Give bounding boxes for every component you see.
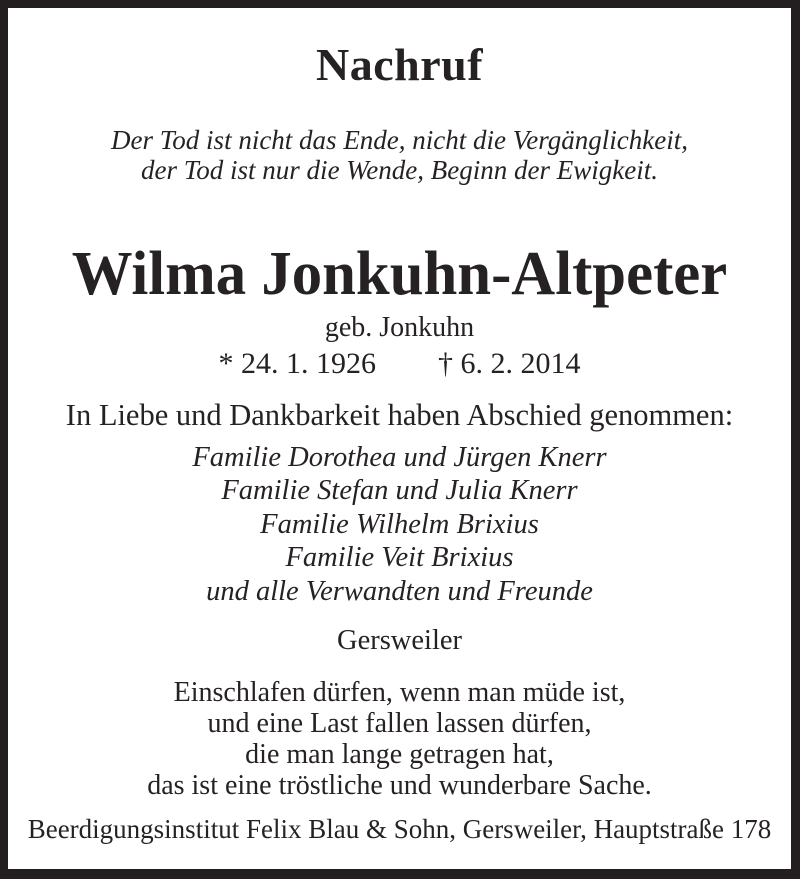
epigraph-line: Der Tod ist nicht das Ende, nicht die Vergänglichkeit, — [111, 125, 688, 155]
death-date: † 6. 2. 2014 — [438, 347, 581, 380]
notice-title: Nachruf — [315, 39, 484, 90]
mourner-line: und alle Verwandten und Freunde — [206, 575, 593, 607]
poem-line: und eine Last fallen lassen dürfen, — [207, 708, 592, 740]
farewell-intro: In Liebe und Dankbarkeit haben Abschied genommen: — [65, 398, 734, 432]
life-dates — [8, 348, 791, 380]
place-name: Gersweiler — [336, 625, 463, 657]
mourner-line: Familie Dorothea und Jürgen Knerr — [192, 442, 607, 473]
deceased-name: Wilma Jonkuhn-Altpeter — [71, 240, 728, 308]
epigraph — [8, 125, 791, 185]
poem-line: Einschlafen dürfen, wenn man müde ist, — [173, 677, 626, 709]
mourner-line: Familie Wilhelm Brixius — [260, 508, 539, 540]
consolation-poem — [8, 677, 791, 801]
epigraph-line: der Tod ist nur die Wende, Beginn der Ewigkeit. — [141, 155, 658, 185]
mourners-list — [8, 441, 791, 608]
poem-line: die man lange getragen hat, — [245, 739, 554, 771]
maiden-name: geb. Jonkuhn — [324, 312, 475, 343]
mourner-line: Familie Veit Brixius — [285, 542, 514, 574]
birth-date: * 24. 1. 1926 — [218, 347, 376, 380]
funeral-home-line: Beerdigungsinstitut Felix Blau & Sohn, Gersweiler, Hauptstraße 178 — [27, 814, 772, 845]
poem-line: das ist eine tröstliche und wunderbare Sache. — [147, 770, 652, 802]
mourner-line: Familie Stefan und Julia Knerr — [221, 475, 578, 507]
